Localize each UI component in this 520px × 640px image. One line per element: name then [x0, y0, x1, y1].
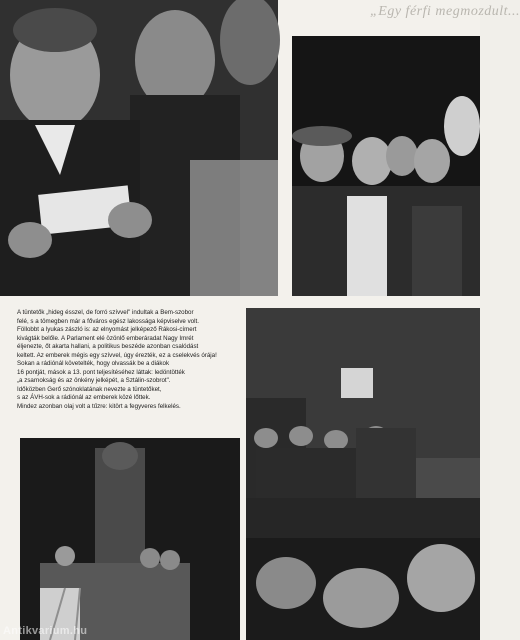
caption-line: 16 pontját, mások a 13. pont teljesítéséhez láttak: ledöntötték [17, 368, 185, 376]
caption-line: A tüntetők „hideg ésszel, de forró szívvel" indultak a Bem-szobor [17, 309, 194, 316]
caption-line: felé, s a tömegben már a főváros egész lakossága képviselve volt. [17, 317, 199, 325]
photo-cheering-crowd [292, 36, 480, 296]
caption-line: Sokan a rádiónál követelték, hogy olvassák be a diákok [17, 360, 170, 368]
article-caption [17, 309, 239, 412]
caption-line: kivágták belőle. A Parlament elé özönlő emberáradat Nagy Imrét [17, 334, 194, 342]
photo-speaker-reading [0, 0, 278, 296]
caption-line: s az ÁVH-sok a rádiónál az emberek közé lőttek. [17, 394, 151, 402]
photo-statue-toppling [20, 438, 240, 640]
caption-line: „a zsarnokság és az önkény jelképét, a Sztálin-szobrot". [17, 377, 171, 385]
caption-line: éljenezte, őt akarta hallani, a politikus beszéde azonban csalódást [17, 343, 199, 351]
caption-line: Föllobbt a lyukas zászló is: az elnyomást jelképező Rákosi-címert [17, 326, 197, 334]
headline-fragment: „Egy férfi megmozdult... [370, 4, 520, 19]
caption-line: Mindez azonban olaj volt a tűzre: kitört a fegyveres felkelés. [17, 403, 181, 411]
watermark: Antikvarium.hu [3, 625, 88, 637]
caption-line: keltett. Az emberek mégis egy szívvel, úgy érezték, ez a cselekvés órája! [17, 351, 217, 359]
photo-soldiers-at-building [246, 308, 480, 640]
caption-line: Időközben Gerő szónoklatának nevezte a tüntetőket, [17, 385, 162, 393]
